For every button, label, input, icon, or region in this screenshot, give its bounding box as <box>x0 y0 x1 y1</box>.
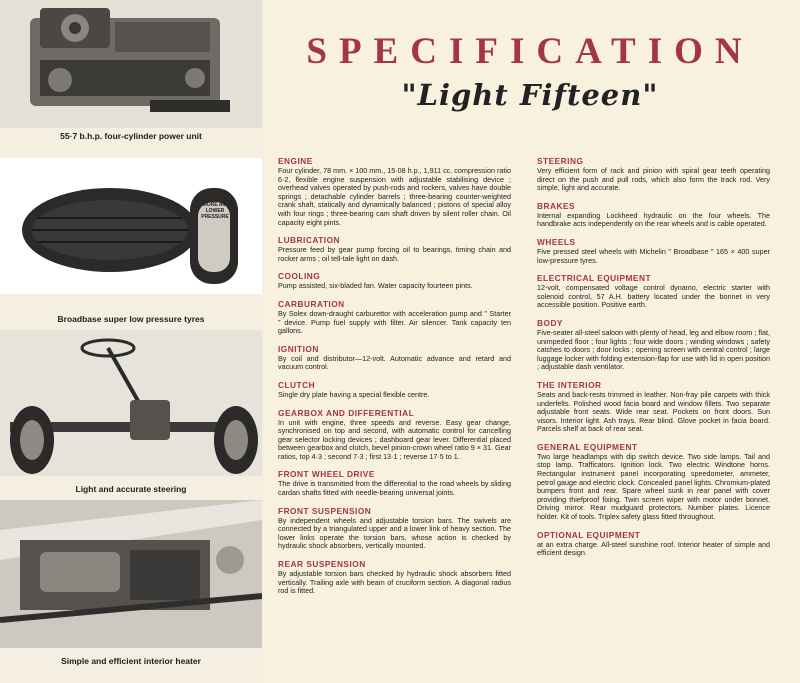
photo-column <box>0 0 264 683</box>
spec-section <box>278 408 511 462</box>
section-heading: ENGINE <box>278 156 313 166</box>
section-text: Seats and back-rests trimmed in leather. Non-fray pile carpets with thick underfelts. Polished wood facia board and window fillets. Two separate adjustable front seats. Wide rear seat. Pockets on front doors. Sun visors. Interior light. Ash trays. Rear blind. Glove pocket in facia board. Parcels shelf at back of rear seat. <box>537 389 770 434</box>
section-heading: COOLING <box>278 271 321 282</box>
section-text: Pump assisted, six-bladed fan. Water capacity fourteen pints. <box>278 281 473 291</box>
section-text: By adjustable torsion bars checked by hydraulic shock absorbers fitted vertically. Trailing axle with beam of cruciform section. A diagonal radius rod is fitted. <box>278 569 511 596</box>
steering-photo <box>0 330 262 476</box>
section-text: In unit with engine, three speeds and reverse. Easy gear change, synchronised on top and second, with automatic control for cancelling gear selector locking devices ; dashboard gear lever. Differential placed between gearbox and clutch, bevel pinion-crown wheel ratio 9 × 31. Gear ratios, top 4·3 ; second 7·3 ; first 13·1 ; reverse 17·5 to 1. <box>278 417 511 461</box>
section-heading: REAR SUSPENSION <box>278 559 366 570</box>
section-heading: FRONT SUSPENSION <box>278 505 372 516</box>
section-heading: CARBURATION <box>278 298 345 309</box>
section-heading: IGNITION <box>278 343 319 354</box>
spec-section <box>537 442 770 522</box>
section-heading: WHEELS <box>537 236 576 247</box>
photo-caption: Simple and efficient interior heater <box>61 656 201 666</box>
section-heading: ELECTRICAL EQUIPMENT <box>537 273 652 284</box>
section-heading: STEERING <box>537 156 584 166</box>
spec-section <box>278 235 511 263</box>
section-heading: LUBRICATION <box>278 235 341 246</box>
section-text: Four cylinder, 78 mm. × 100 mm., 15·08 h.p., 1,911 cc. compression ratio 6·2, flexible engine suspension with adjustable stabilising device ; overhead valves operated by push-rods and rockers, valves have double springs ; detachable cylinder barrels ; three-bearing counter-weighted crank shaft, statically and dynamically balanced ; pistons of special alloy with four rings ; three-bearing cam shaft driven by silent roller chain. Oil capacity eight pints. <box>278 166 511 227</box>
section-heading: BODY <box>537 317 563 328</box>
section-text: Five pressed steel wheels with Michelin " Broadbase " 165 × 400 super low-pressure tyres. <box>537 246 770 265</box>
section-text: The drive is transmitted from the differential to the road wheels by sliding cardan shafts fitted with needle-bearing universal joints. <box>278 479 511 498</box>
page-title: SPECIFICATION <box>306 31 754 72</box>
page-subtitle: "Light Fifteen" <box>401 78 659 112</box>
section-text: Pressure feed by gear pump forcing oil to bearings, timing chain and rocker arms ; oil tell-tale light on dash. <box>278 245 511 263</box>
spec-section <box>278 156 511 227</box>
section-text: By Solex down-draught carburettor with acceleration pump and " Starter " device. Pump fuel supply with filter. Air silencer. Tank capacity ten gallons. <box>278 308 511 336</box>
spec-column-left <box>278 156 511 604</box>
section-heading: GENERAL EQUIPMENT <box>537 441 638 452</box>
tyre-photo <box>0 158 262 294</box>
spec-section <box>278 299 511 336</box>
section-text: Five-seater all-steel saloon with plenty of head, leg and elbow room ; flat, unimpeded floor ; four lights ; four wide doors ; winding windows ; safety catches to doors ; door locks ; opening screen with central control ; large luggage locker with folding extension-flap for use with lid in open position ; adjustable dash ventilator. <box>537 327 770 372</box>
photo-caption: Broadbase super low pressure tyres <box>57 314 205 324</box>
section-heading: THE INTERIOR <box>537 379 602 390</box>
heater-photo <box>0 500 262 648</box>
section-heading: GEARBOX AND DIFFERENTIAL <box>278 407 415 418</box>
spec-section <box>537 156 770 193</box>
spec-section <box>537 273 770 310</box>
spec-section <box>537 237 770 265</box>
spec-section <box>537 380 770 434</box>
section-text: Two large headlamps with dip switch device. Two side lamps. Tail and stop lamp. Trafficators. Ignition lock. Two electric Windtone horns. Rectangular instrument panel incorporating speedometer, ammeter, petrol gauge and electric clock. Concealed panel lights. Chromium-plated bumpers front and rear. Spare wheel sunk in rear panel with cover providing thiefproof fixing. Twin screen wiper with motor under bonnet. Driving mirror. Rear mudguard protectors. Number plates. Licence holder. Kit of tools. Triplex safety glass fitted throughout. <box>537 451 770 522</box>
section-heading: BRAKES <box>537 200 576 211</box>
engine-photo <box>0 0 262 128</box>
spec-section <box>278 469 511 497</box>
section-text: Very efficient form of rack and pinion with spiral gear teeth operating direct on the push and pull rods, which also form the track rod. Very simple, light and accurate. <box>537 166 770 193</box>
spec-section <box>537 318 770 372</box>
section-heading: CLUTCH <box>278 379 316 390</box>
spec-section <box>278 559 511 596</box>
section-heading: FRONT WHEEL DRIVE <box>278 469 375 480</box>
spec-section <box>537 201 770 229</box>
section-heading: OPTIONAL EQUIPMENT <box>537 529 641 540</box>
spec-section <box>278 344 511 372</box>
spec-section <box>278 271 511 291</box>
section-text: Internal expanding Lockheed hydraulic on the four wheels. The handbrake acts independently on the rear wheels and is cable operated. <box>537 210 770 229</box>
section-text: at an extra charge. All-steel sunshine roof. Interior heater of simple and efficient design. <box>537 539 770 558</box>
spec-column-right <box>537 156 770 566</box>
spec-section <box>537 530 770 558</box>
section-text: 12-volt, compensated voltage control dynamo, electric starter with solenoid control, 57 A.H. battery located under the bonnet in very accessible position. Positive earth. <box>537 283 770 310</box>
tyre-pressure-badge: MORE AIR LOWER PRESSURE <box>201 202 229 220</box>
photo-caption: 55·7 b.h.p. four-cylinder power unit <box>60 131 202 141</box>
section-text: By independent wheels and adjustable torsion bars. The swivels are connected by a triangulated upper and a lower link of heavy section. The lower links operate the torsion bars, whose action is checked by hydraulic shock absorbers, vertically mounted. <box>278 515 511 551</box>
section-text: Single dry plate having a special flexible centre. <box>278 389 430 399</box>
section-text: By coil and distributor—12-volt. Automatic advance and retard and vacuum control. <box>278 353 511 372</box>
spec-section <box>278 506 511 551</box>
spec-section <box>278 380 511 400</box>
photo-caption: Light and accurate steering <box>75 484 187 494</box>
